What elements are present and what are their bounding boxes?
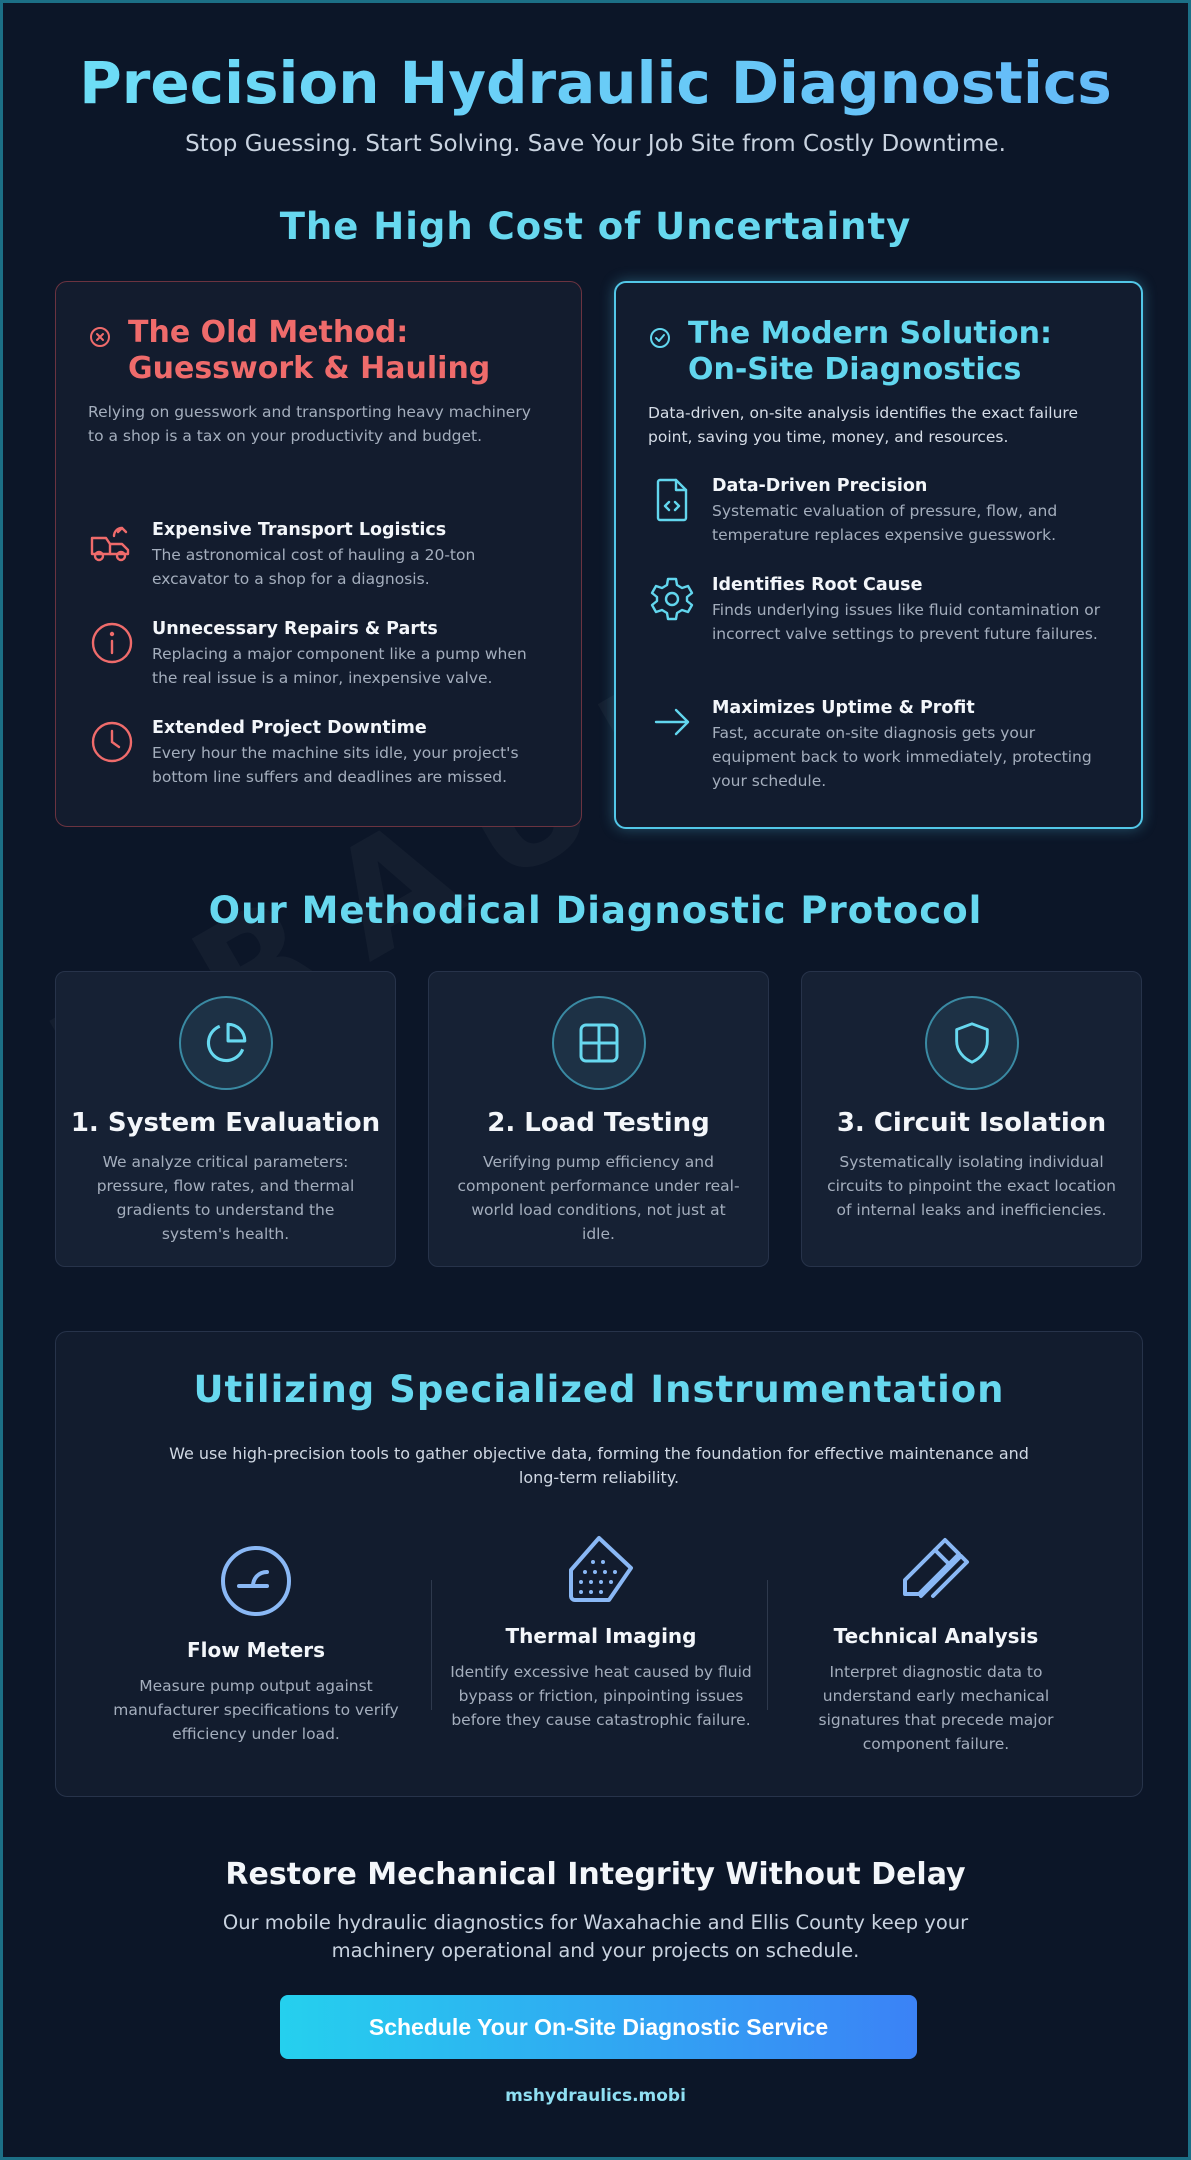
step-text: Systematically isolating individual circuits to pinpoint the exact location of internal leaks and inefficiencies.: [827, 1153, 1116, 1219]
new-item-title: Maximizes Uptime & Profit: [712, 698, 975, 718]
x-circle-icon: [88, 325, 112, 349]
protocol-step-circuit-isolation: [801, 971, 1142, 1267]
old-item-title: Expensive Transport Logistics: [152, 520, 447, 540]
clock-icon: [88, 718, 136, 766]
old-item-title: Unnecessary Repairs & Parts: [152, 619, 438, 639]
truck-icon: [88, 520, 136, 568]
tool-text: Interpret diagnostic data to understand early mechanical signatures that precede major component failure.: [818, 1663, 1054, 1753]
tool-technical-analysis: [786, 1534, 1086, 1756]
tool-title: Flow Meters: [186, 1638, 326, 1662]
step-title: 2. Load Testing: [487, 1108, 710, 1138]
step-title: 1. System Evaluation: [70, 1108, 381, 1138]
tool-divider: [431, 1580, 432, 1710]
schedule-service-button[interactable]: Schedule Your On-Site Diagnostic Service: [280, 1995, 917, 2059]
new-item-root-cause: [648, 575, 1117, 646]
new-item-uptime: [648, 698, 1117, 793]
thermal-camera-icon: [441, 1534, 761, 1606]
info-icon: [88, 619, 136, 667]
shield-icon: [925, 996, 1019, 1090]
tool-text: Identify excessive heat caused by fluid bypass or friction, pinpointing issues before they cause catastrophic failure.: [450, 1663, 752, 1729]
new-item-precision: [648, 476, 1117, 547]
hero-title: Precision Hydraulic Diagnostics: [3, 49, 1188, 117]
arrow-right-icon: [648, 698, 696, 746]
old-item-transport: [88, 520, 557, 591]
website-link[interactable]: mshydraulics.mobi: [505, 2086, 686, 2106]
hero-subtitle: Stop Guessing. Start Solving. Save Your Job Site from Costly Downtime.: [185, 131, 1006, 157]
step-title: 3. Circuit Isolation: [836, 1108, 1107, 1138]
tool-text: Measure pump output against manufacturer specifications to verify efficiency under load.: [113, 1677, 399, 1743]
protocol-step-load-testing: [428, 971, 769, 1267]
old-method-description: Relying on guesswork and transporting heavy machinery to a shop is a tax on your productivity and budget.: [88, 403, 531, 445]
old-item-text: Replacing a major component like a pump when the real issue is a minor, inexpensive valve.: [152, 645, 527, 687]
pen-analysis-icon: [786, 1534, 1086, 1606]
old-item-repairs: [88, 619, 557, 690]
tool-thermal-imaging: [441, 1534, 761, 1732]
old-method-title: The Old Method: Guesswork & Hauling: [128, 315, 491, 386]
protocol-section-title: Our Methodical Diagnostic Protocol: [208, 889, 983, 932]
modern-solution-card: [614, 281, 1143, 829]
modern-solution-title: The Modern Solution: On-Site Diagnostics: [688, 316, 1052, 387]
check-circle-icon: [648, 326, 672, 350]
old-item-text: Every hour the machine sits idle, your project's bottom line suffers and deadlines are missed.: [152, 744, 519, 786]
instrumentation-panel: [55, 1331, 1143, 1797]
tool-title: Thermal Imaging: [505, 1624, 697, 1648]
pie-chart-icon: [179, 996, 273, 1090]
modern-solution-header: [648, 316, 1052, 388]
gauge-icon: [106, 1544, 406, 1618]
gear-icon: [648, 575, 696, 623]
comparison-section-title: The High Cost of Uncertainty: [279, 205, 912, 248]
tool-divider: [767, 1580, 768, 1710]
new-item-title: Identifies Root Cause: [712, 575, 923, 595]
old-method-header: [88, 315, 490, 387]
old-item-title: Extended Project Downtime: [152, 718, 427, 738]
new-item-text: Finds underlying issues like fluid contamination or incorrect valve settings to prevent future failures.: [712, 601, 1101, 643]
grid-icon: [552, 996, 646, 1090]
old-method-card: [55, 281, 582, 827]
code-file-icon: [648, 476, 696, 524]
new-item-title: Data-Driven Precision: [712, 476, 928, 496]
new-item-text: Systematic evaluation of pressure, flow, and temperature replaces expensive guesswork.: [712, 502, 1058, 544]
step-text: Verifying pump efficiency and component performance under real-world load conditions, not just at idle.: [457, 1153, 740, 1243]
tool-title: Technical Analysis: [833, 1624, 1039, 1648]
old-item-text: The astronomical cost of hauling a 20-ton excavator to a shop for a diagnosis.: [152, 546, 476, 588]
cta-title: Restore Mechanical Integrity Without Delay: [225, 1857, 966, 1892]
instrumentation-description: We use high-precision tools to gather objective data, forming the foundation for effective maintenance and long-term reliability.: [169, 1444, 1029, 1487]
tool-flow-meters: [106, 1544, 406, 1746]
cta-text: Our mobile hydraulic diagnostics for Waxahachie and Ellis County keep your machinery operational and your projects on schedule.: [222, 1911, 969, 1962]
new-item-text: Fast, accurate on-site diagnosis gets your equipment back to work immediately, protecting your schedule.: [712, 724, 1092, 790]
protocol-step-evaluation: [55, 971, 396, 1267]
old-item-downtime: [88, 718, 557, 789]
instrumentation-title: Utilizing Specialized Instrumentation: [193, 1368, 1005, 1411]
step-text: We analyze critical parameters: pressure, flow rates, and thermal gradients to understand the system's health.: [96, 1153, 355, 1243]
modern-solution-description: Data-driven, on-site analysis identifies the exact failure point, saving you time, money, and resources.: [648, 404, 1078, 446]
